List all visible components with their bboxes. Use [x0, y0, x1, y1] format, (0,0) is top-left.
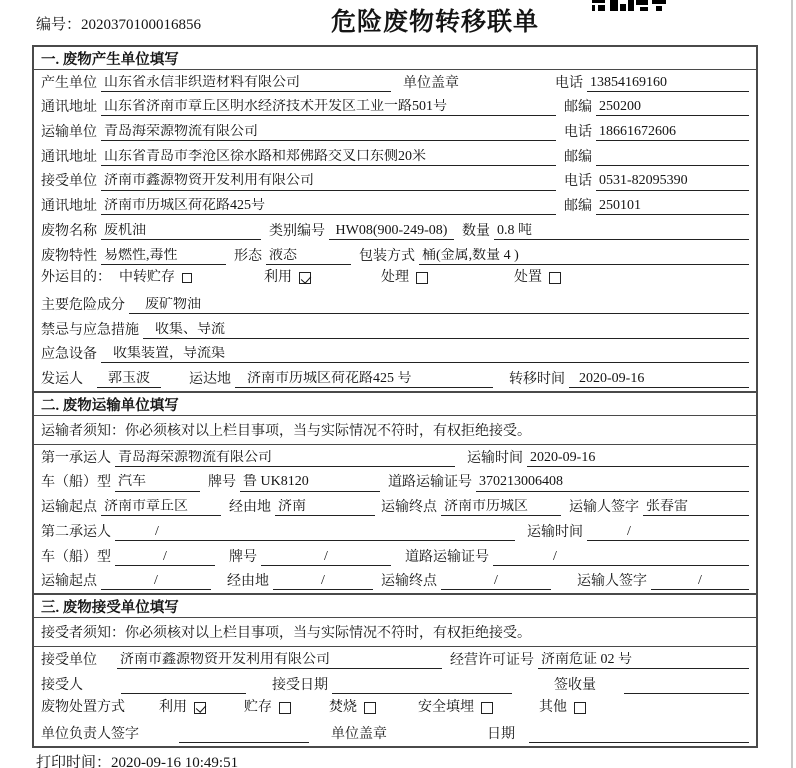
- equipment-value: 收集装置，导流渠: [101, 346, 749, 363]
- option-utilize: [159, 700, 206, 716]
- checkbox-utilize: [194, 702, 206, 714]
- terminus2-value: /: [441, 573, 551, 590]
- print-time-value: 2020-09-16 10:49:51: [111, 755, 239, 768]
- option-treat: [381, 270, 428, 286]
- equipment-label: 应急设备: [41, 347, 97, 363]
- row-accept-person: [34, 672, 756, 697]
- checkbox-landfill: [481, 702, 493, 714]
- row-waste-traits: [34, 243, 756, 268]
- row-transporter: [34, 119, 756, 144]
- origin1-value: 济南市章丘区: [101, 499, 221, 516]
- row-purpose: [34, 268, 756, 293]
- option-dispose-label: 处置: [514, 270, 542, 286]
- signature2-value: /: [651, 573, 749, 590]
- signature2-label: 运输人签字: [577, 574, 647, 590]
- receiver-label: 接受单位: [41, 174, 97, 190]
- option-landfill: [418, 700, 493, 716]
- receiver-phone-value: 0531-82095390: [596, 173, 749, 190]
- carrier2-label: 第二承运人: [41, 524, 111, 540]
- row-vehicle2: [34, 544, 756, 569]
- option-other-label: 其他: [539, 699, 567, 715]
- vehicle2-label: 车（船）型: [41, 549, 111, 565]
- producer-phone-label: 电话: [555, 75, 583, 91]
- checkbox-treat: [416, 272, 428, 284]
- row-vehicle1: [34, 470, 756, 495]
- responsible-sign-label: 单位负责人签字: [41, 727, 139, 743]
- producer-value: 山东省永信非织造材料有限公司: [101, 75, 391, 92]
- shipper-label: 发运人: [41, 372, 83, 388]
- permit2-label: 道路运输证号: [405, 549, 489, 565]
- plate1-label: 牌号: [208, 475, 236, 491]
- option-transfer-storage: [119, 270, 192, 286]
- option-other: [539, 700, 586, 716]
- carrier1-label: 第一承运人: [41, 450, 111, 466]
- hazard-value: 废矿物油: [129, 297, 749, 314]
- section2-header: 二. 废物运输单位填写: [34, 391, 756, 416]
- date2-value: [529, 727, 749, 743]
- carrier2-value: /: [115, 524, 515, 541]
- origin1-label: 运输起点: [41, 500, 97, 516]
- signature1-value: 张春雷: [643, 499, 749, 516]
- receiver-addr-label: 通讯地址: [41, 199, 97, 215]
- section1-header: 一. 废物产生单位填写: [34, 47, 756, 70]
- category-label: 类别编号: [269, 223, 325, 239]
- checkbox-reuse: [299, 272, 311, 284]
- row-taboo: [34, 317, 756, 342]
- vehicle1-value: 汽车: [115, 474, 200, 491]
- taboo-label: 禁忌与应急措施: [41, 322, 139, 338]
- packaging-label: 包装方式: [359, 248, 415, 264]
- option-store: [244, 700, 291, 716]
- qr-code-fragment-icon: [592, 0, 666, 11]
- terminus1-label: 运输终点: [381, 500, 437, 516]
- shipper-value: 郭玉波: [97, 371, 161, 388]
- quantity-label: 数量: [462, 223, 490, 239]
- vehicle1-label: 车（船）型: [41, 475, 111, 491]
- operating-permit-value: 济南危证 02 号: [538, 652, 749, 669]
- producer-phone-value: 13854169160: [587, 75, 749, 92]
- date2-label: 日期: [487, 727, 515, 743]
- producer-zip-value: 250200: [596, 99, 749, 116]
- row-shipper: [34, 366, 756, 391]
- via1-label: 经由地: [229, 500, 271, 516]
- via1-value: 济南: [275, 499, 375, 516]
- destination-label: 运达地: [189, 372, 231, 388]
- traits-value: 易燃性,毒性: [101, 248, 226, 265]
- purpose-label: 外运目的：: [41, 270, 111, 286]
- accept-person-value: [121, 678, 246, 694]
- hazard-label: 主要危险成分: [41, 297, 125, 313]
- quantity-value: 0.8 吨: [494, 223, 749, 240]
- row-route2: [34, 569, 756, 594]
- unit-stamp2-label: 单位盖章: [331, 727, 387, 743]
- print-time: [36, 751, 238, 768]
- receiver-zip-value: 250101: [596, 198, 749, 215]
- plate2-value: /: [261, 549, 391, 566]
- form-value: 液态: [266, 248, 351, 265]
- disposal-label: 废物处置方式: [41, 699, 125, 715]
- checkbox-other: [574, 702, 586, 714]
- waste-name-label: 废物名称: [41, 223, 97, 239]
- vehicle2-value: /: [115, 549, 215, 566]
- accept-person-label: 接受人: [41, 677, 83, 693]
- scan-page-edge: [791, 0, 793, 768]
- checkbox-store: [279, 702, 291, 714]
- accept-date-label: 接受日期: [272, 677, 328, 693]
- permit2-value: /: [493, 549, 749, 566]
- transporter-label: 运输单位: [41, 125, 97, 141]
- option-utilize-label: 利用: [159, 699, 187, 715]
- receiver-zip-label: 邮编: [564, 199, 592, 215]
- producer-addr-value: 山东省济南市章丘区明水经济技术开发区工业一路501号: [101, 99, 556, 116]
- receiver-phone-label: 电话: [564, 174, 592, 190]
- via2-label: 经由地: [227, 574, 269, 590]
- transporter-value: 青岛海荣源物流有限公司: [101, 124, 556, 141]
- transporter-notice: 运输者须知：你必须核对以上栏目事项，当与实际情况不符时，有权拒绝接受。: [34, 416, 756, 445]
- receiver-addr-value: 济南市历城区荷花路425号: [101, 198, 556, 215]
- option-reuse-label: 利用: [264, 270, 292, 286]
- option-transfer-storage-label: 中转贮存: [119, 270, 175, 286]
- signature1-label: 运输人签字: [569, 500, 639, 516]
- serial-label: 编号：: [36, 17, 82, 33]
- origin2-value: /: [101, 573, 211, 590]
- option-incinerate-label: 焚烧: [329, 699, 357, 715]
- accept-unit-label: 接受单位: [41, 652, 97, 668]
- transporter-addr-label: 通讯地址: [41, 149, 97, 165]
- accept-unit-value: 济南市鑫源物资开发利用有限公司: [117, 652, 442, 669]
- taboo-value: 收集、导流: [143, 322, 749, 339]
- destination-value: 济南市历城区荷花路425 号: [235, 371, 493, 388]
- option-incinerate: [329, 700, 376, 716]
- serial-value: 2020370100016856: [81, 17, 202, 33]
- plate2-label: 牌号: [229, 549, 257, 565]
- responsible-sign-value: [179, 727, 309, 743]
- transfer-time-value: 2020-09-16: [569, 371, 749, 388]
- category-value: HW08(900-249-08): [329, 223, 454, 240]
- producer-addr-label: 通讯地址: [41, 100, 97, 116]
- option-store-label: 贮存: [244, 699, 272, 715]
- option-dispose: [514, 270, 561, 286]
- row-carrier2: [34, 519, 756, 544]
- producer-label: 产生单位: [41, 75, 97, 91]
- transporter-phone-value: 18661672606: [596, 124, 749, 141]
- transport-time2-label: 运输时间: [527, 524, 583, 540]
- option-treat-label: 处理: [381, 270, 409, 286]
- manifest-form: [32, 45, 758, 748]
- transporter-zip-label: 邮编: [564, 149, 592, 165]
- operating-permit-label: 经营许可证号: [450, 652, 534, 668]
- row-producer: [34, 70, 756, 95]
- signed-amount-value: [624, 678, 749, 694]
- page-title: 危险废物转移联单: [331, 9, 540, 36]
- via2-value: /: [273, 573, 373, 590]
- origin2-label: 运输起点: [41, 574, 97, 590]
- option-landfill-label: 安全填埋: [418, 699, 474, 715]
- transporter-zip-value: [596, 150, 749, 166]
- section3-header: 三. 废物接受单位填写: [34, 593, 756, 618]
- row-producer-address: [34, 95, 756, 120]
- waste-name-value: 废机油: [101, 223, 261, 240]
- transport-time2-value: /: [587, 524, 749, 541]
- checkbox-incinerate: [364, 702, 376, 714]
- row-hazard: [34, 292, 756, 317]
- row-route1: [34, 495, 756, 520]
- receiver-notice: 接受者须知：你必须核对以上栏目事项，当与实际情况不符时，有权拒绝接受。: [34, 618, 756, 647]
- row-responsible-sign: [34, 721, 756, 746]
- row-receiver: [34, 169, 756, 194]
- row-equipment: [34, 342, 756, 367]
- row-carrier1: [34, 445, 756, 470]
- carrier1-value: 青岛海荣源物流有限公司: [115, 450, 455, 467]
- row-disposal: [34, 697, 756, 722]
- serial-number: [36, 13, 201, 34]
- transfer-time-label: 转移时间: [509, 372, 565, 388]
- receiver-value: 济南市鑫源物资开发利用有限公司: [101, 173, 556, 190]
- print-time-label: 打印时间：: [36, 755, 112, 768]
- checkbox-dispose: [549, 272, 561, 284]
- traits-label: 废物特性: [41, 248, 97, 264]
- accept-date-value: [332, 678, 512, 694]
- form-label: 形态: [234, 248, 262, 264]
- transporter-phone-label: 电话: [564, 125, 592, 141]
- unit-stamp-label: 单位盖章: [403, 75, 459, 91]
- plate1-value: 鲁 UK8120: [240, 474, 380, 491]
- signed-amount-label: 签收量: [554, 677, 596, 693]
- row-transporter-address: [34, 144, 756, 169]
- permit1-value: 370213006408: [476, 474, 749, 491]
- row-waste-name: [34, 218, 756, 243]
- transport-time1-value: 2020-09-16: [527, 450, 749, 467]
- transporter-addr-value: 山东省青岛市李沧区徐水路和郑佛路交叉口东侧20米: [101, 149, 556, 166]
- checkbox-transfer-storage: [182, 273, 192, 283]
- packaging-value: 桶(金属,数量 4 ): [419, 248, 749, 265]
- permit1-label: 道路运输证号: [388, 475, 472, 491]
- row-accept-unit: [34, 647, 756, 672]
- producer-zip-label: 邮编: [564, 100, 592, 116]
- terminus2-label: 运输终点: [381, 574, 437, 590]
- terminus1-value: 济南市历城区: [441, 499, 561, 516]
- transport-time1-label: 运输时间: [467, 450, 523, 466]
- row-receiver-address: [34, 194, 756, 219]
- option-reuse: [264, 270, 311, 286]
